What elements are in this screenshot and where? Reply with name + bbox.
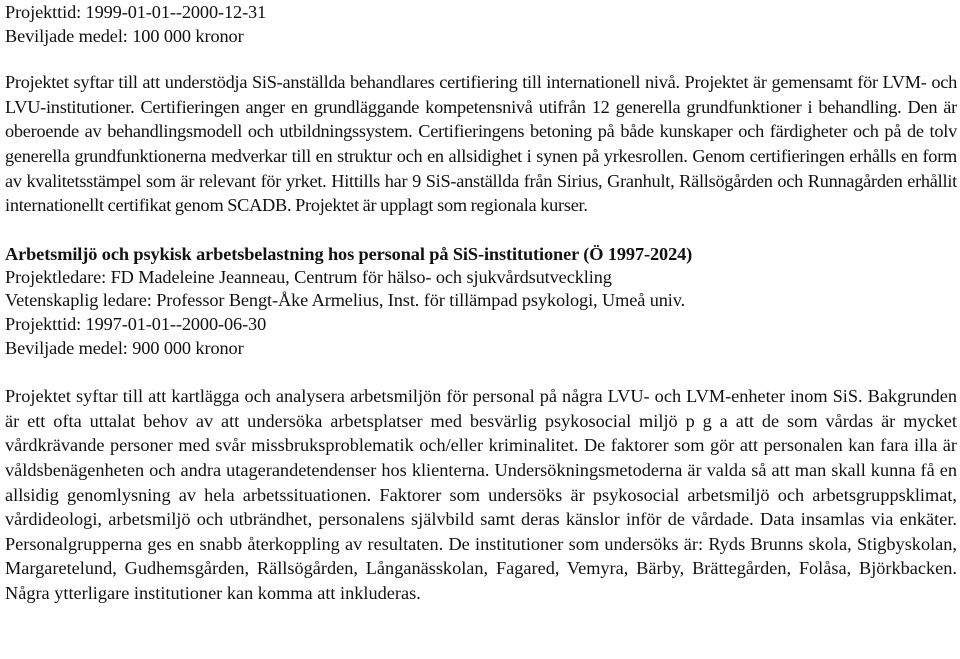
project2-scientific-lead: Vetenskaplig ledare: Professor Bengt-Åke Armelius, Inst. för tillämpad psykologi, Umeå univ. — [5, 290, 686, 311]
project1-period: Projekttid: 1999-01-01--2000-12-31 — [5, 2, 267, 22]
project2-title: Arbetsmiljö och psykisk arbetsbelastning hos personal på SiS-institutioner (Ö 1997-2024) — [5, 243, 693, 264]
spacer — [5, 48, 957, 70]
spacer — [5, 360, 957, 384]
spacer — [5, 218, 957, 242]
project2-description: Projektet syftar till att kartlägga och analysera arbetsmiljön för personal på några LVU- och LVM-enheter inom SiS. Bakgrunden är ett ofta uttalat behov av att undersöka arbetsplatser med besvärlig psykosocial miljö p g a att de som vårdas är mycket vårdkrävande personer med svår missbruksproblematik och/eller kriminalitet. De faktorer som gör att personalen kan fara illa är våldsbenägenheten och andra utagerandetendenser hos klienterna. Undersökningsmetoderna är valda så att man skall kunna få en allsidig genomlysning av hela arbetssituationen. Faktorer som undersöks är psykosocial arbetsmiljö och arbetsgruppsklimat, vårdideologi, arbetsmiljö och utbrändhet, personalens självbild samt deras känslor inför de vårdade. Data insamlas via enkäter. Personalgrupperna ges en snabb återkoppling av resultaten. De institutioner som undersöks är: Ryds Brunns skola, Stigbyskolan, Margaretelund, Gudhemsgården, Rällsögården, Långanässkolan, Fagared, Vemyra, Bärby, Brättegården, Folåsa, Björkbacken. Några ytterligare institutioner kan komma att inkluderas. — [5, 386, 957, 603]
project1-funding: Beviljade medel: 100 000 kronor — [5, 25, 244, 46]
project2-funding: Beviljade medel: 900 000 kronor — [5, 337, 244, 358]
document-page — [5, 0, 957, 605]
project2-leader: Projektledare: FD Madeleine Jeanneau, Centrum för hälso- och sjukvårdsutveckling — [5, 266, 612, 287]
project1-description: Projektet syftar till att understödja SiS-anställda behandlares certifiering till internationell nivå. Projektet är gemensamt för LVM- och LVU-institutioner. Certifieringen anger en grundläggande kompetensnivå utifrån 12 generella grundfunktioner i behandling. Den är oberoende av behandlingsmodell och utbildningssystem. Certifieringens betoning på både kunskaper och färdigheter och på de tolv generella grundfunktionerna medverkar till en struktur och en allsidighet i synen på yrkesrollen. Genom certifieringen erhålls en form av kvalitetsstämpel som är relevant för yrket. Hittills har 9 SiS-anställda från Sirius, Granhult, Rällsögården och Runnagården erhållit internationellt certifikat genom SCADB. Projektet är upplagt som regionala kurser. — [5, 72, 957, 216]
project2-period: Projekttid: 1997-01-01--2000-06-30 — [5, 313, 267, 334]
